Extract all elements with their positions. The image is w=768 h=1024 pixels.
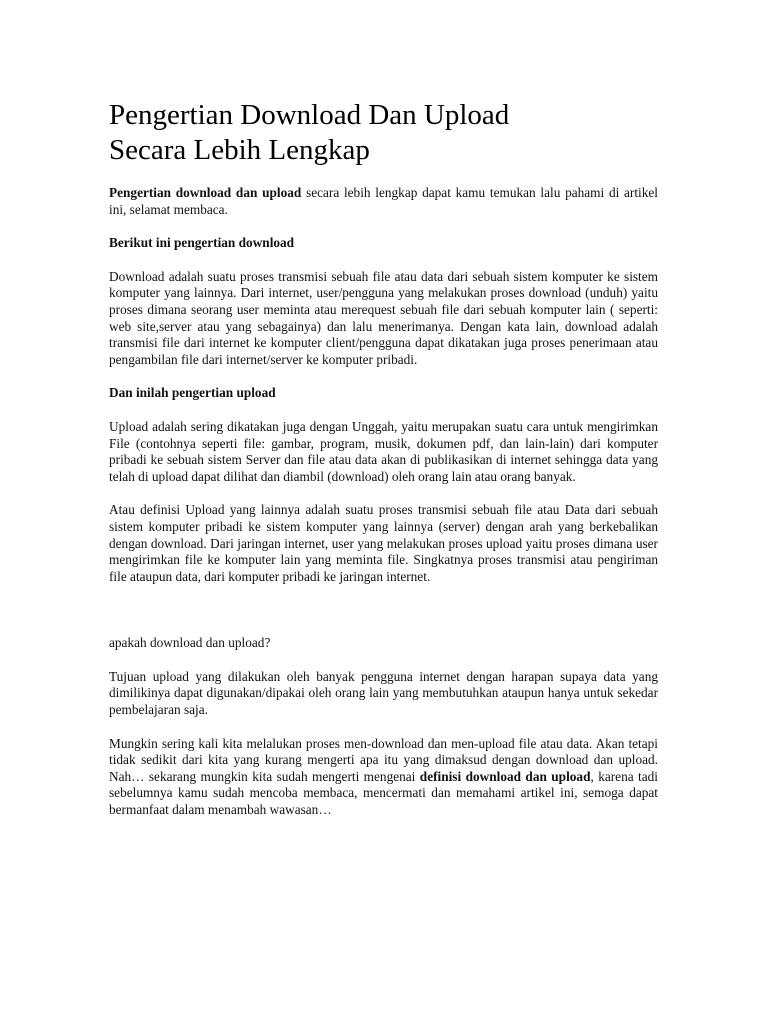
purpose-paragraph: Tujuan upload yang dilakukan oleh banyak pengguna internet dengan harapan supaya data yang dimilikinya dapat digunakan/dipakai oleh orang lain yang membutuhkan ataupun hanya untuk sekedar pembelajaran saja. xyxy=(109,668,658,718)
upload-paragraph-1: Upload adalah sering dikatakan juga dengan Unggah, yaitu merupakan suatu cara untuk mengirimkan File (contohnya seperti file: gambar, program, musik, dokumen pdf, dan lain-lain) dari komputer pribadi ke sebuah sistem Server dan file atau data akan di publikasikan di internet sehingga data yang telah di upload dapat dilihat dan diambil (download) oleh orang lain atau orang banyak. xyxy=(109,418,658,484)
intro-paragraph xyxy=(109,185,658,218)
document-title xyxy=(109,98,658,168)
download-heading: Berikut ini pengertian download xyxy=(109,235,295,251)
closing-text-part-1: Mungkin sering kali kita melalukan proses men-download dan men-upload file atau data. Akan tetapi tidak sedikit dari kita yang kurang mengerti apa itu yang dimaksud dengan download dan upload. Nah… sekarang mungkin kita sudah mengerti mengenai xyxy=(109,735,658,784)
title-line-2: Secara Lebih Lengkap xyxy=(109,134,370,166)
intro-bold-text: Pengertian download dan upload xyxy=(109,185,302,200)
download-paragraph: Download adalah suatu proses transmisi sebuah file atau data dari sebuah sistem komputer ke sistem komputer yang lainnya. Dari internet, user/pengguna yang melakukan proses download (unduh) yaitu proses dimana seorang user meminta atau merequest sebuah file dari sebuah komputer lain ( seperti: web site,server atau yang sebagainya) dan lalu menerimanya. Dengan kata lain, download adalah transmisi file dari internet ke komputer client/pengguna dapat dikatakan juga proses penerimaan atau pengambilan file dari internet/server ke komputer pribadi. xyxy=(109,268,658,367)
upload-paragraph-2: Atau definisi Upload yang lainnya adalah suatu proses transmisi sebuah file atau Data dari sebuah sistem komputer pribadi ke sistem komputer yang lainnya (server) dengan arah yang berkebalikan dengan download. Dari jaringan internet, user yang melakukan proses upload yaitu proses dimana user mengirimkan file ke komputer lain yang meminta file. Singkatnya proses transmisi atau pengiriman file ataupun data, dari komputer pribadi ke jaringan internet. xyxy=(109,502,658,584)
document-page xyxy=(109,98,658,819)
title-line-1: Pengertian Download Dan Upload xyxy=(109,99,510,131)
intro-rest-text: secara lebih lengkap dapat kamu temukan lalu pahami di artikel ini, selamat membaca. xyxy=(109,185,658,217)
closing-text-part-2: , karena tadi sebelumnya kamu sudah mencoba membaca, mencermati dan memahami artikel ini, semoga dapat bermanfaat dalam menambah wawasan… xyxy=(109,768,658,818)
upload-heading: Dan inilah pengertian upload xyxy=(109,385,276,401)
question-line: apakah download dan upload? xyxy=(109,635,271,651)
closing-bold-text: definisi download dan upload xyxy=(419,768,591,784)
closing-paragraph xyxy=(109,736,658,819)
